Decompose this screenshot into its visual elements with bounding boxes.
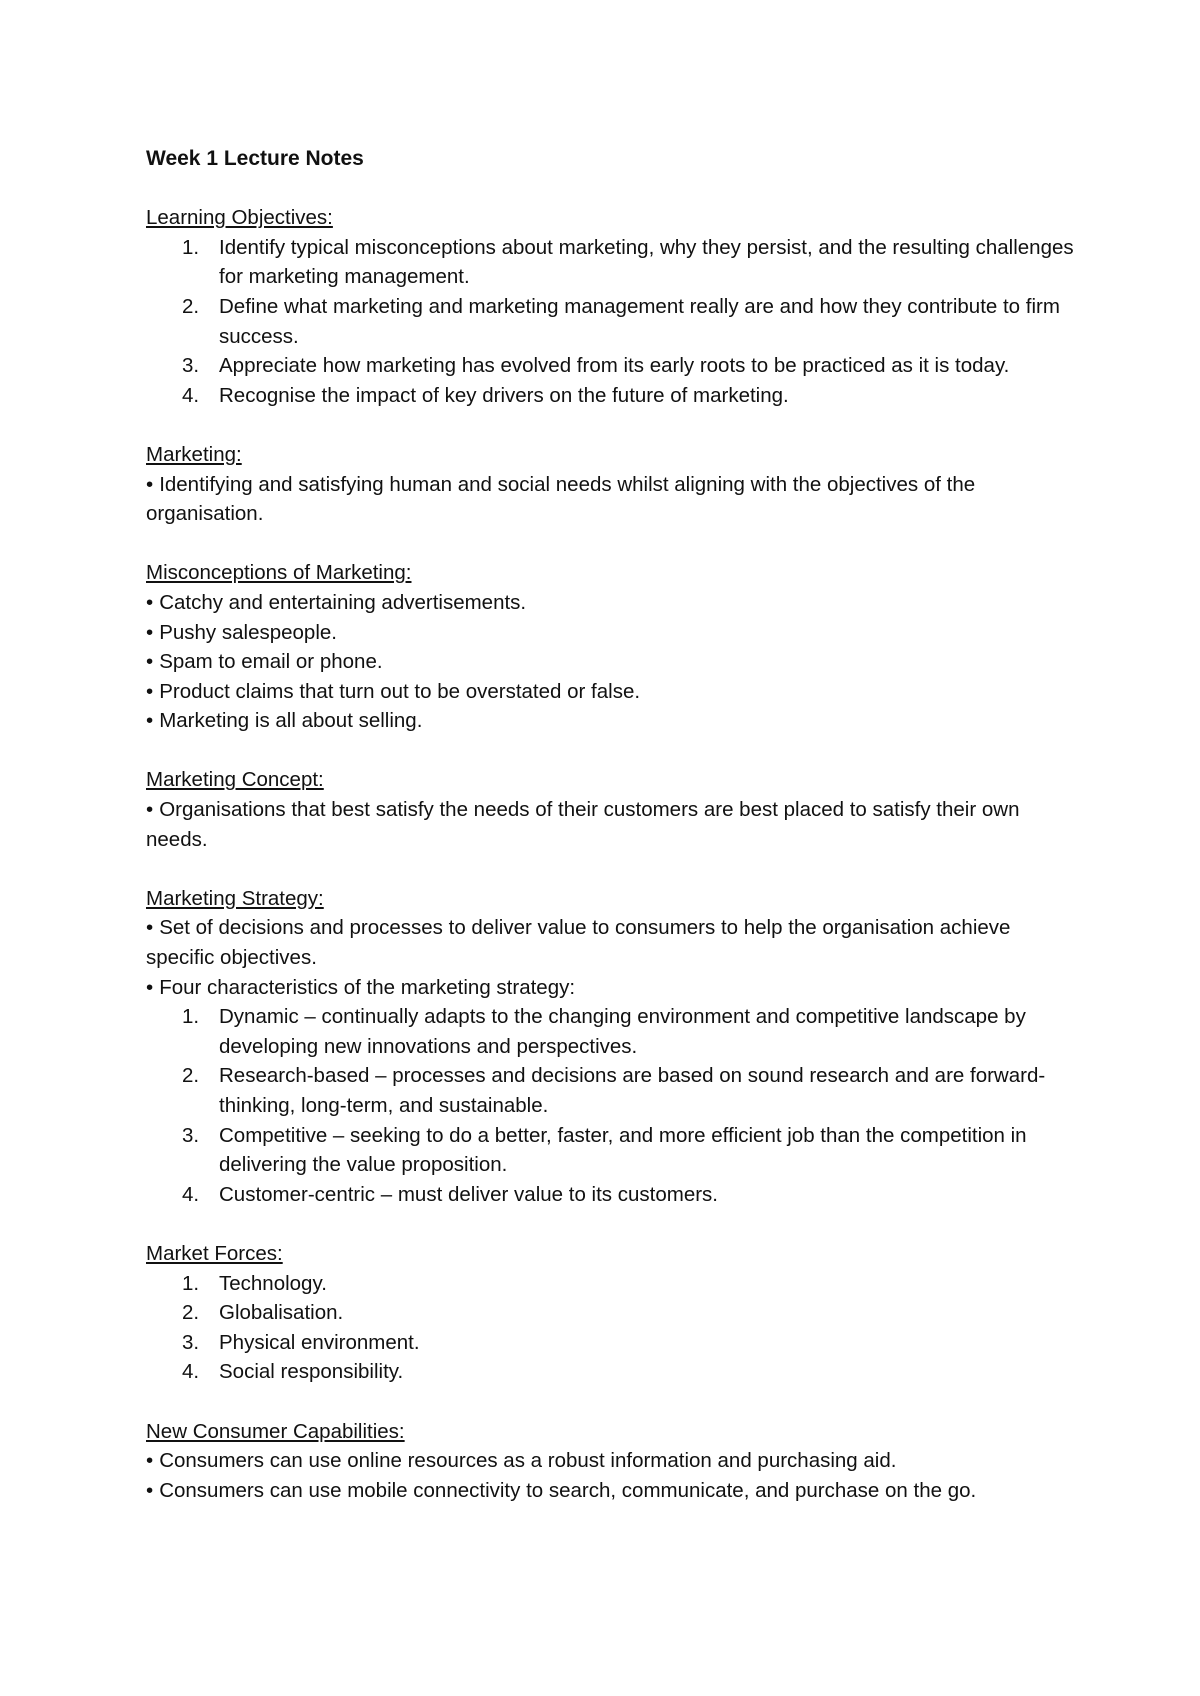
list-item	[146, 1328, 1076, 1358]
bullet-list	[146, 470, 1076, 529]
bullet-item	[146, 913, 1076, 972]
list-item-text: Research-based – processes and decisions are based on sound research and are forward-thinking, long-term, and sustainable.	[219, 1064, 1046, 1117]
bullet-icon	[146, 798, 159, 821]
list-item	[146, 1061, 1076, 1120]
list-item	[146, 1002, 1076, 1061]
list-item	[146, 1357, 1076, 1387]
bullet-icon	[146, 709, 159, 732]
section-heading: Marketing Strategy:	[146, 886, 324, 910]
list-number: 4.	[182, 383, 200, 407]
bullet-item	[146, 647, 1076, 677]
list-number: 3.	[182, 1330, 200, 1354]
document-page	[146, 144, 1076, 1535]
list-item-text: Technology.	[219, 1271, 327, 1295]
bullet-text: Spam to email or phone.	[159, 650, 383, 674]
list-item-text: Identify typical misconceptions about marketing, why they persist, and the resulting challenges for marketing management.	[219, 235, 1074, 289]
document-title: Week 1 Lecture Notes	[146, 147, 364, 170]
bullet-item	[146, 706, 1076, 736]
list-item-text: Recognise the impact of key drivers on the future of marketing.	[219, 383, 789, 407]
bullet-text: Product claims that turn out to be overstated or false.	[159, 679, 641, 703]
bullet-list	[146, 795, 1076, 854]
bullet-text: Consumers can use mobile connectivity to search, communicate, and purchase on the go.	[159, 1478, 977, 1502]
bullet-item	[146, 677, 1076, 707]
list-item-text: Define what marketing and marketing management really are and how they contribute to firm success.	[219, 294, 1060, 348]
list-number: 4.	[182, 1360, 200, 1384]
bullet-item	[146, 1446, 1076, 1476]
section-learning-objectives	[146, 203, 1076, 410]
bullet-icon	[146, 680, 159, 703]
list-item-text: Social responsibility.	[219, 1360, 404, 1384]
list-item	[146, 1180, 1076, 1210]
section-heading: Marketing Concept:	[146, 768, 324, 792]
bullet-icon	[146, 916, 159, 939]
bullet-list	[146, 913, 1076, 1002]
section-heading: Marketing:	[146, 442, 242, 466]
list-number: 2.	[182, 294, 200, 318]
section-marketing-concept	[146, 765, 1076, 854]
section-heading: Misconceptions of Marketing:	[146, 561, 412, 585]
bullet-icon	[146, 650, 159, 673]
section-marketing	[146, 440, 1076, 529]
bullet-icon	[146, 473, 159, 496]
list-item	[146, 381, 1076, 411]
bullet-text: Consumers can use online resources as a robust information and purchasing aid.	[159, 1449, 897, 1473]
bullet-item	[146, 470, 1076, 529]
list-item	[146, 1298, 1076, 1328]
bullet-icon	[146, 1479, 159, 1502]
list-item-text: Physical environment.	[219, 1330, 420, 1354]
bullet-text: Set of decisions and processes to deliver value to consumers to help the organisation achieve specific objectives.	[146, 916, 1011, 970]
bullet-text: Identifying and satisfying human and social needs whilst aligning with the objectives of the organisation.	[146, 472, 976, 526]
section-misconceptions	[146, 558, 1076, 736]
list-number: 1.	[182, 1005, 200, 1029]
bullet-icon	[146, 621, 159, 644]
bullet-text: Marketing is all about selling.	[159, 709, 423, 733]
bullet-item	[146, 795, 1076, 854]
numbered-list	[146, 1002, 1076, 1209]
list-item	[146, 292, 1076, 351]
bullet-icon	[146, 591, 159, 614]
list-number: 3.	[182, 1123, 200, 1147]
list-number: 2.	[182, 1301, 200, 1325]
list-item-text: Customer-centric – must deliver value to its customers.	[219, 1182, 718, 1206]
list-item-text: Competitive – seeking to do a better, faster, and more efficient job than the competition in delivering the value proposition.	[219, 1123, 1027, 1177]
list-number: 1.	[182, 235, 200, 259]
bullet-item	[146, 973, 1076, 1003]
bullet-text: Pushy salespeople.	[159, 620, 337, 644]
bullet-item	[146, 618, 1076, 648]
bullet-text: Four characteristics of the marketing strategy:	[159, 975, 576, 999]
list-number: 3.	[182, 354, 200, 378]
section-market-forces	[146, 1239, 1076, 1387]
section-heading: Market Forces:	[146, 1241, 283, 1265]
bullet-text: Organisations that best satisfy the needs of their customers are best placed to satisfy their own needs.	[146, 798, 1020, 851]
bullet-item	[146, 588, 1076, 618]
list-number: 4.	[182, 1182, 200, 1206]
section-new-consumer-capabilities	[146, 1417, 1076, 1506]
numbered-list	[146, 1269, 1076, 1387]
list-item	[146, 351, 1076, 381]
bullet-icon	[146, 1449, 159, 1472]
list-item-text: Appreciate how marketing has evolved from its early roots to be practiced as it is today.	[219, 354, 1010, 378]
section-heading: New Consumer Capabilities:	[146, 1419, 405, 1443]
list-number: 2.	[182, 1064, 200, 1088]
section-heading: Learning Objectives:	[146, 206, 333, 230]
bullet-list	[146, 588, 1076, 736]
list-number: 1.	[182, 1271, 200, 1295]
list-item	[146, 1269, 1076, 1299]
list-item	[146, 1121, 1076, 1180]
bullet-list	[146, 1446, 1076, 1505]
section-marketing-strategy	[146, 884, 1076, 1210]
bullet-icon	[146, 976, 159, 999]
numbered-list	[146, 233, 1076, 411]
bullet-text: Catchy and entertaining advertisements.	[159, 590, 527, 614]
list-item-text: Dynamic – continually adapts to the changing environment and competitive landscape by developing new innovations and perspectives.	[219, 1005, 1026, 1058]
bullet-item	[146, 1476, 1076, 1506]
list-item-text: Globalisation.	[219, 1301, 344, 1325]
list-item	[146, 233, 1076, 292]
